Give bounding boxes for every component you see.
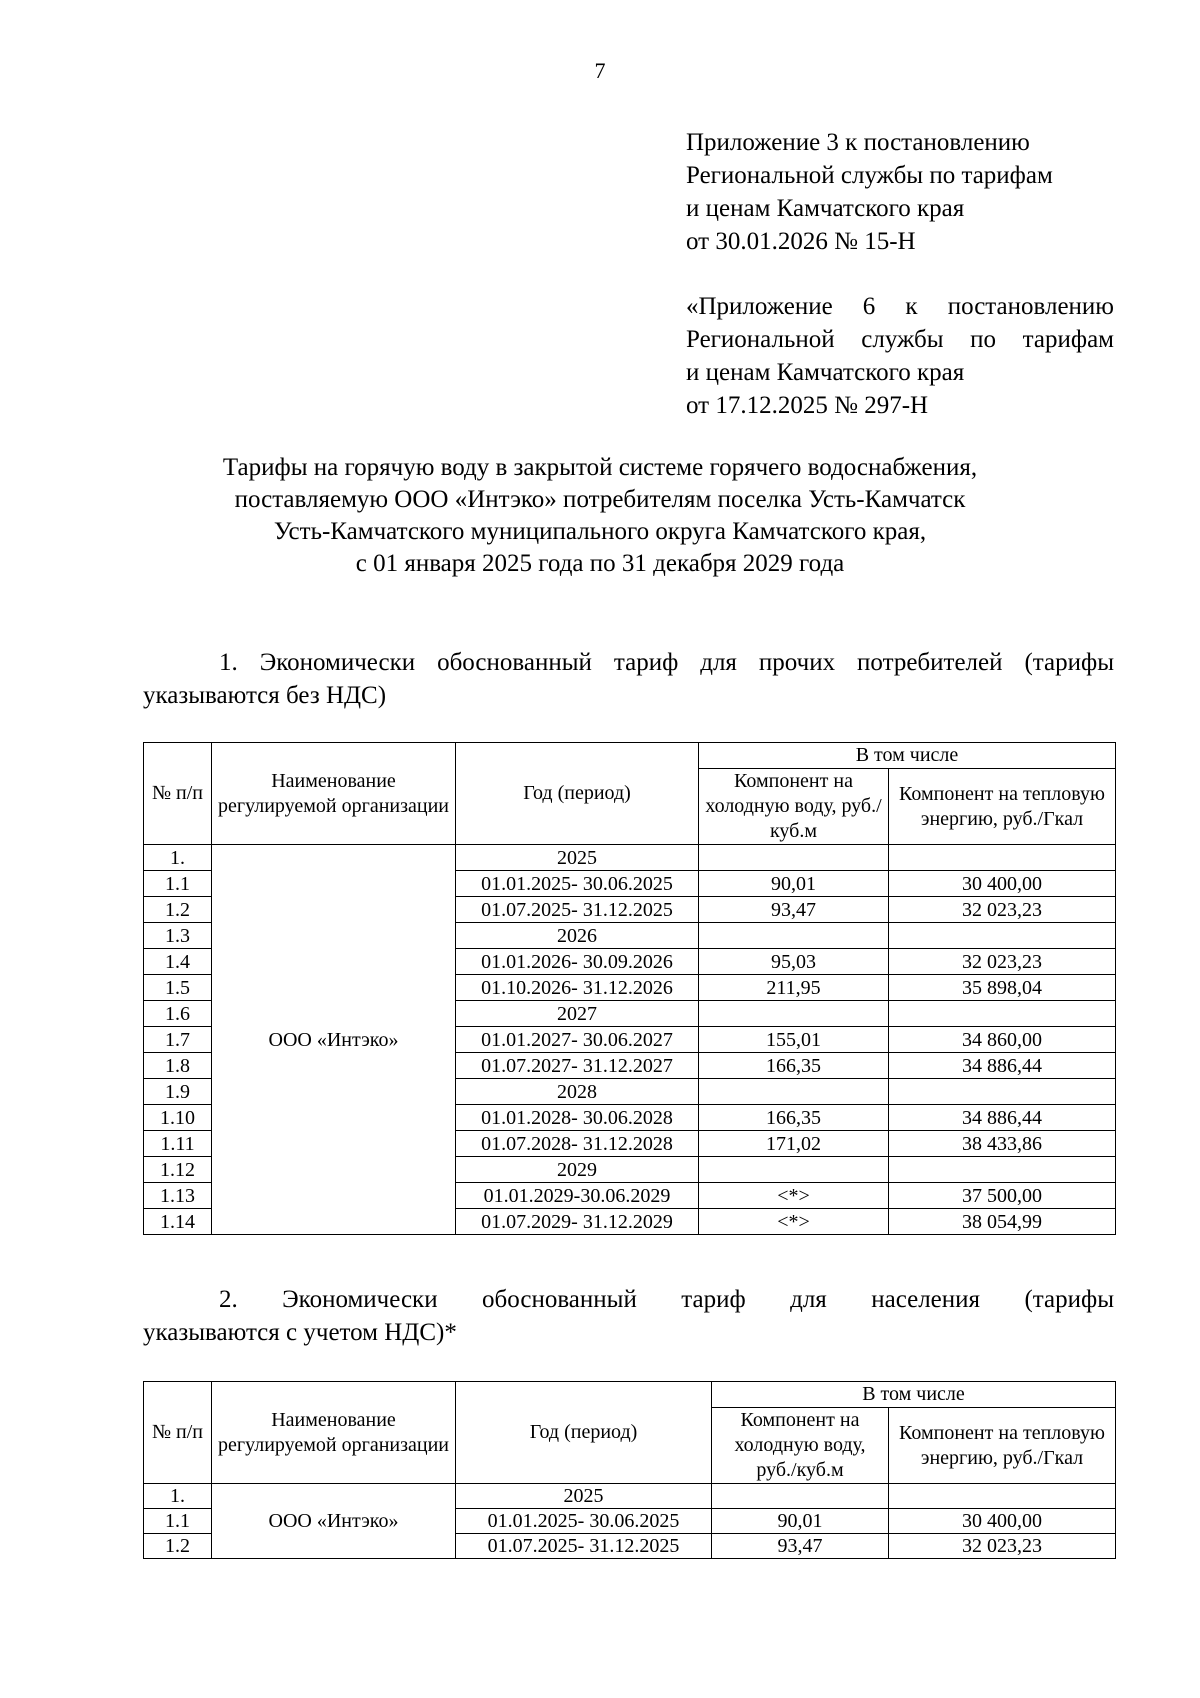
row-period: 01.01.2025- 30.06.2025 xyxy=(456,1509,712,1534)
row-heat-energy: 30 400,00 xyxy=(889,871,1116,897)
row-heat-energy: 34 886,44 xyxy=(889,1105,1116,1131)
row-cold-water xyxy=(699,845,889,871)
row-cold-water: 166,35 xyxy=(699,1053,889,1079)
row-num: 1.5 xyxy=(144,975,212,1001)
row-cold-water: <*> xyxy=(699,1183,889,1209)
header-cold-water: Компонент на холодную воду, руб./куб.м xyxy=(712,1408,889,1484)
row-heat-energy: 38 054,99 xyxy=(889,1209,1116,1235)
row-cold-water: 211,95 xyxy=(699,975,889,1001)
header-org: Наименование регулируемой организации xyxy=(212,743,456,845)
section-1-heading xyxy=(143,646,1114,712)
row-period: 01.01.2025- 30.06.2025 xyxy=(456,871,699,897)
row-cold-water: 93,47 xyxy=(699,897,889,923)
row-heat-energy: 38 433,86 xyxy=(889,1131,1116,1157)
row-num: 1.3 xyxy=(144,923,212,949)
row-cold-water: 90,01 xyxy=(699,871,889,897)
row-cold-water: 90,01 xyxy=(712,1509,889,1534)
header-heat-energy: Компонент на тепловую энергию, руб./Гкал xyxy=(889,769,1116,845)
section-2-tariff-table xyxy=(143,1381,1116,1559)
page-number: 7 xyxy=(594,58,606,83)
row-num: 1. xyxy=(144,845,212,871)
row-period: 01.01.2028- 30.06.2028 xyxy=(456,1105,699,1131)
header-heat-energy: Компонент на тепловую энергию, руб./Гкал xyxy=(889,1408,1116,1484)
row-period: 01.10.2026- 31.12.2026 xyxy=(456,975,699,1001)
header-cold-water: Компонент на холодную воду, руб./куб.м xyxy=(699,769,889,845)
row-heat-energy xyxy=(889,845,1116,871)
document-title-line: Усть-Камчатского муниципального округа Камчатского края, xyxy=(273,518,927,545)
row-heat-energy: 32 023,23 xyxy=(889,949,1116,975)
row-num: 1.1 xyxy=(144,871,212,897)
header-including: В том числе xyxy=(699,743,1116,769)
row-period: 2025 xyxy=(456,845,699,871)
row-num: 1.2 xyxy=(144,1534,212,1559)
row-heat-energy xyxy=(889,1484,1116,1509)
header-period: Год (период) xyxy=(456,1382,712,1484)
row-num: 1.8 xyxy=(144,1053,212,1079)
row-heat-energy xyxy=(889,1079,1116,1105)
section-2-heading-line: указываются с учетом НДС)* xyxy=(143,1319,457,1346)
row-num: 1.4 xyxy=(144,949,212,975)
row-cold-water xyxy=(699,1001,889,1027)
row-num: 1.13 xyxy=(144,1183,212,1209)
row-cold-water xyxy=(699,923,889,949)
header-num: № п/п xyxy=(144,743,212,845)
table-row xyxy=(144,845,1116,871)
row-cold-water: 95,03 xyxy=(699,949,889,975)
row-heat-energy: 30 400,00 xyxy=(889,1509,1116,1534)
row-num: 1.6 xyxy=(144,1001,212,1027)
row-period: 01.07.2025- 31.12.2025 xyxy=(456,1534,712,1559)
row-heat-energy xyxy=(889,923,1116,949)
row-num: 1.14 xyxy=(144,1209,212,1235)
row-period: 01.07.2028- 31.12.2028 xyxy=(456,1131,699,1157)
document-title-line: Тарифы на горячую воду в закрытой системе горячего водоснабжения, xyxy=(222,454,978,481)
row-heat-energy: 34 860,00 xyxy=(889,1027,1116,1053)
row-num: 1.7 xyxy=(144,1027,212,1053)
row-num: 1. xyxy=(144,1484,212,1509)
appendix-amended-line: «Приложение 6 к постановлению xyxy=(686,293,1114,320)
appendix-amended-line: и ценам Камчатского края xyxy=(686,359,965,386)
section-2-heading-line: 2. Экономически обоснованный тариф для населения (тарифы xyxy=(219,1286,1114,1313)
section-1-heading-line: 1. Экономически обоснованный тариф для прочих потребителей (тарифы xyxy=(219,649,1114,676)
row-heat-energy xyxy=(889,1157,1116,1183)
appendix-current-line: и ценам Камчатского края xyxy=(686,195,965,222)
row-heat-energy: 32 023,23 xyxy=(889,897,1116,923)
row-period: 2026 xyxy=(456,923,699,949)
row-heat-energy xyxy=(889,1001,1116,1027)
row-cold-water xyxy=(699,1157,889,1183)
document-title xyxy=(100,452,1100,580)
appendix-amended-line: Региональной службы по тарифам xyxy=(686,326,1114,353)
row-heat-energy: 35 898,04 xyxy=(889,975,1116,1001)
row-heat-energy: 32 023,23 xyxy=(889,1534,1116,1559)
row-num: 1.2 xyxy=(144,897,212,923)
row-period: 2029 xyxy=(456,1157,699,1183)
table-row xyxy=(144,1484,1116,1509)
appendix-current-line: от 30.01.2026 № 15-Н xyxy=(686,228,916,255)
appendix-current-line: Приложение 3 к постановлению xyxy=(686,129,1030,156)
row-num: 1.11 xyxy=(144,1131,212,1157)
section-1-heading-line: указываются без НДС) xyxy=(143,682,387,709)
row-period: 2028 xyxy=(456,1079,699,1105)
section-2-heading xyxy=(143,1283,1114,1349)
row-cold-water xyxy=(699,1079,889,1105)
row-heat-energy: 37 500,00 xyxy=(889,1183,1116,1209)
appendix-amended-reference xyxy=(686,290,1114,422)
org-name: ООО «Интэко» xyxy=(212,845,456,1235)
row-period: 01.07.2027- 31.12.2027 xyxy=(456,1053,699,1079)
row-period: 01.07.2029- 31.12.2029 xyxy=(456,1209,699,1235)
appendix-current-reference xyxy=(686,126,1114,258)
row-num: 1.12 xyxy=(144,1157,212,1183)
org-name: ООО «Интэко» xyxy=(212,1484,456,1559)
row-cold-water: <*> xyxy=(699,1209,889,1235)
row-num: 1.10 xyxy=(144,1105,212,1131)
row-cold-water: 171,02 xyxy=(699,1131,889,1157)
header-period: Год (период) xyxy=(456,743,699,845)
row-period: 01.07.2025- 31.12.2025 xyxy=(456,897,699,923)
row-period: 2025 xyxy=(456,1484,712,1509)
row-num: 1.9 xyxy=(144,1079,212,1105)
row-heat-energy: 34 886,44 xyxy=(889,1053,1116,1079)
row-cold-water xyxy=(712,1484,889,1509)
header-num: № п/п xyxy=(144,1382,212,1484)
row-cold-water: 155,01 xyxy=(699,1027,889,1053)
document-title-line: с 01 января 2025 года по 31 декабря 2029 года xyxy=(355,550,845,577)
header-including: В том числе xyxy=(712,1382,1116,1408)
row-cold-water: 93,47 xyxy=(712,1534,889,1559)
row-cold-water: 166,35 xyxy=(699,1105,889,1131)
row-period: 01.01.2027- 30.06.2027 xyxy=(456,1027,699,1053)
document-title-line: поставляемую ООО «Интэко» потребителям поселка Усть-Камчатск xyxy=(234,486,966,513)
row-period: 2027 xyxy=(456,1001,699,1027)
row-num: 1.1 xyxy=(144,1509,212,1534)
appendix-current-line: Региональной службы по тарифам xyxy=(686,162,1053,189)
appendix-amended-line: от 17.12.2025 № 297-Н xyxy=(686,392,929,419)
section-1-tariff-table xyxy=(143,742,1116,1235)
header-org: Наименование регулируемой организации xyxy=(212,1382,456,1484)
row-period: 01.01.2026- 30.09.2026 xyxy=(456,949,699,975)
row-period: 01.01.2029-30.06.2029 xyxy=(456,1183,699,1209)
